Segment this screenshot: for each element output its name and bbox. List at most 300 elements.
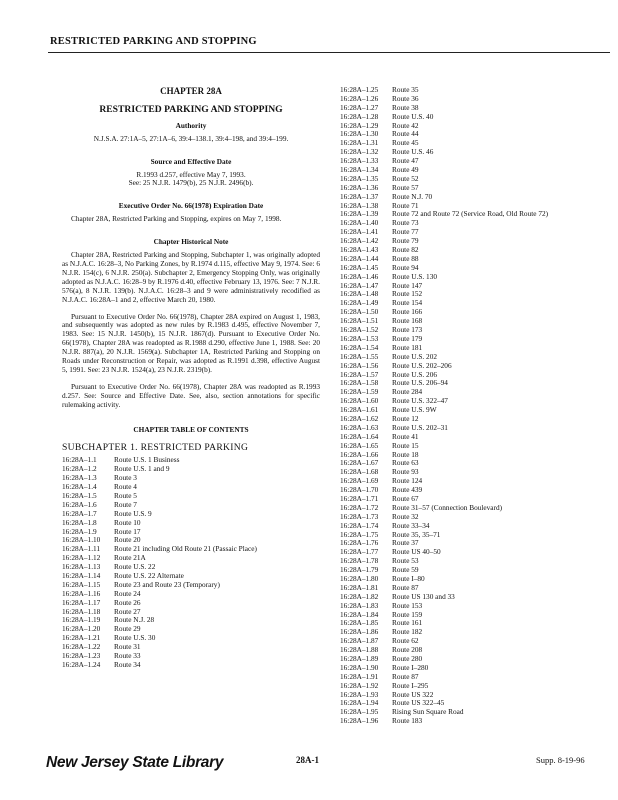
rule-name: Route 26: [114, 597, 141, 607]
toc-rule-row: [340, 255, 610, 264]
toc-rule-row: [340, 451, 610, 460]
rule-name: Route 168: [392, 316, 423, 326]
toc-rule-row: [340, 273, 610, 282]
rule-number: 16:28A–1.15: [62, 579, 101, 589]
rule-number: 16:28A–1.51: [340, 316, 379, 326]
header-rule: [48, 52, 610, 53]
rule-name: Route 36: [392, 93, 419, 103]
toc-rule-row: [62, 643, 320, 652]
chapter-title: RESTRICTED PARKING AND STOPPING: [99, 103, 283, 115]
rule-number: 16:28A–1.26: [340, 93, 379, 103]
toc-rule-row: [340, 175, 610, 184]
toc-rule-row: [340, 539, 610, 548]
toc-rule-row: [340, 228, 610, 237]
toc-rule-row: [340, 353, 610, 362]
rule-number: 16:28A–1.65: [340, 440, 379, 450]
toc-rule-row: [62, 510, 320, 519]
rule-number: 16:28A–1.44: [340, 253, 379, 263]
rule-number: 16:28A–1.53: [340, 333, 379, 343]
rule-name: Route 41: [392, 431, 419, 441]
rule-name: Route 147: [392, 280, 423, 290]
historical-note-paragraph-2: Pursuant to Executive Order No. 66(1978), Chapter 28A expired on August 1, 1983, and subsequently was adopted as new rules by R.1983 d.495, effective November 7, 1983. See: 15 N.J.R. 1450(b), 15 N.J.R. 1867(d). Pursuant to Executive Order No. 66(1978), Chapter 28A was readopted as R.1988 d.290, effective June 1, 1988. See: 20 N.J.R. 887(a), 20 N.J.R. 1569(a). Subchapter 1A, Restricted Parking and Stopping on Roads under Reconstruction or Repair, was adopted as R.1991 d.398, effective August 5, 1991. See: 23 N.J.R. 1524(a), 23 N.J.R. 2319(b).: [62, 311, 320, 374]
toc-rule-row: [340, 504, 610, 513]
toc-rule-row: [340, 646, 610, 655]
toc-rule-row: [340, 673, 610, 682]
rule-name: Route 94: [392, 262, 419, 272]
toc-rule-row: [340, 95, 610, 104]
rule-number: 16:28A–1.70: [340, 485, 379, 495]
toc-rule-row: [340, 442, 610, 451]
toc-rule-row: [340, 513, 610, 522]
rule-name: Route 173: [392, 325, 423, 335]
rule-name: Route 20: [114, 535, 141, 545]
toc-rule-row: [340, 575, 610, 584]
toc-rule-row: [62, 625, 320, 634]
rule-name: Route 62: [392, 636, 419, 646]
rule-name: Route U.S. 1 and 9: [114, 464, 170, 474]
rule-name: Route U.S. 40: [392, 111, 434, 121]
rule-number: 16:28A–1.5: [62, 490, 97, 500]
rule-number: 16:28A–1.13: [62, 562, 101, 572]
rule-number: 16:28A–1.73: [340, 511, 379, 521]
rule-number: 16:28A–1.48: [340, 289, 379, 299]
rule-number: 16:28A–1.84: [340, 609, 379, 619]
rule-name: Route 37: [392, 538, 419, 548]
rule-name: Route US 130 and 33: [392, 591, 455, 601]
toc-rule-row: [62, 608, 320, 617]
rule-name: Route 284: [392, 387, 423, 397]
toc-rule-row: [340, 486, 610, 495]
rule-number: 16:28A–1.63: [340, 422, 379, 432]
toc-rule-row: [340, 637, 610, 646]
rule-number: 16:28A–1.31: [340, 138, 379, 148]
rule-number: 16:28A–1.1: [62, 455, 97, 465]
toc-rule-row: [340, 379, 610, 388]
rule-number: 16:28A–1.78: [340, 556, 379, 566]
toc-rule-row: [340, 166, 610, 175]
authority-text: N.J.S.A. 27:1A–5, 27:1A–6, 39:4–138.1, 39:4–198, and 39:4–199.: [93, 133, 289, 143]
rule-number: 16:28A–1.86: [340, 627, 379, 637]
rule-number: 16:28A–1.89: [340, 654, 379, 663]
rule-name: Route 27: [114, 606, 141, 616]
rule-number: 16:28A–1.29: [340, 120, 379, 130]
rule-name: Route 38: [392, 102, 419, 112]
rule-number: 16:28A–1.21: [62, 633, 101, 643]
rule-number: 16:28A–1.14: [62, 570, 101, 580]
supplement-date: Supp. 8-19-96: [536, 755, 585, 765]
rule-number: 16:28A–1.66: [340, 449, 379, 459]
rule-number: 16:28A–1.50: [340, 307, 379, 317]
rule-number: 16:28A–1.87: [340, 636, 379, 646]
table-of-contents-heading: CHAPTER TABLE OF CONTENTS: [133, 424, 249, 434]
rule-name: Route 93: [392, 467, 419, 477]
rule-name: Route 45: [392, 138, 419, 148]
rule-number: 16:28A–1.38: [340, 200, 379, 210]
toc-rule-row: [62, 652, 320, 661]
toc-rule-row: [340, 397, 610, 406]
rule-name: Route 87: [392, 582, 419, 592]
toc-rule-row: [340, 628, 610, 637]
toc-rule-row: [62, 465, 320, 474]
toc-rule-row: [62, 474, 320, 483]
rule-name: Route 4: [114, 482, 137, 492]
toc-rule-row: [340, 593, 610, 602]
rule-number: 16:28A–1.9: [62, 526, 97, 536]
rule-number: 16:28A–1.61: [340, 405, 379, 415]
rule-name: Route I–80: [392, 573, 425, 583]
rule-name: Route U.S. 1 Business: [114, 455, 180, 465]
rule-name: Route 182: [392, 627, 423, 637]
rule-name: Route 44: [392, 129, 419, 139]
rule-number: 16:28A–1.75: [340, 529, 379, 539]
rule-number: 16:28A–1.91: [340, 671, 379, 681]
rule-name: Route 77: [392, 227, 419, 237]
rule-number: 16:28A–1.40: [340, 218, 379, 228]
toc-rule-row: [340, 664, 610, 673]
rule-name: Route 35, 35–71: [392, 529, 441, 539]
toc-rule-row: [340, 584, 610, 593]
rule-name: Route U.S. 9W: [392, 405, 437, 415]
rule-name: Route U.S. 206: [392, 369, 437, 379]
historical-note-paragraph-3: Pursuant to Executive Order No. 66(1978), Chapter 28A was readopted as R.1993 d.257. See: Source and Effective Date. See, also, section annotations for specific rulemaking activity.: [62, 381, 320, 409]
rule-number: 16:28A–1.28: [340, 111, 379, 121]
toc-rule-row: [340, 371, 610, 380]
rule-number: 16:28A–1.76: [340, 538, 379, 548]
rule-name: Route 3: [114, 473, 137, 483]
rule-name: Route US 322: [392, 689, 434, 699]
rule-name: Route N.J. 28: [114, 615, 155, 625]
toc-rule-row: [340, 210, 610, 219]
rule-number: 16:28A–1.35: [340, 173, 379, 183]
rule-name: Route 208: [392, 645, 423, 655]
toc-rule-row: [340, 691, 610, 700]
toc-rule-row: [340, 335, 610, 344]
toc-rule-row: [62, 456, 320, 465]
rule-number: 16:28A–1.39: [340, 209, 379, 219]
rule-number: 16:28A–1.16: [62, 588, 101, 598]
rule-number: 16:28A–1.6: [62, 499, 97, 509]
rule-name: Route U.S. 9: [114, 508, 152, 518]
toc-rule-row: [340, 619, 610, 628]
toc-rule-row: [340, 264, 610, 273]
rule-number: 16:28A–1.83: [340, 600, 379, 610]
rule-number: 16:28A–1.2: [62, 464, 97, 474]
rule-name: Route 79: [392, 236, 419, 246]
rule-number: 16:28A–1.82: [340, 591, 379, 601]
rule-number: 16:28A–1.36: [340, 182, 379, 192]
rule-name: Route 181: [392, 342, 423, 352]
rule-number: 16:28A–1.12: [62, 553, 101, 563]
rule-name: Route 161: [392, 618, 423, 628]
rule-number: 16:28A–1.8: [62, 517, 97, 527]
rule-name: Route 33–34: [392, 520, 430, 530]
rule-name: Route 179: [392, 333, 423, 343]
toc-rule-row: [340, 193, 610, 202]
rule-number: 16:28A–1.27: [340, 102, 379, 112]
rule-number: 16:28A–1.85: [340, 618, 379, 628]
rule-name: Route 5: [114, 490, 137, 500]
toc-rule-row: [340, 433, 610, 442]
rule-number: 16:28A–1.94: [340, 698, 379, 708]
rule-number: 16:28A–1.34: [340, 165, 379, 175]
toc-rule-row: [62, 590, 320, 599]
rule-name: Route 153: [392, 600, 423, 610]
rule-number: 16:28A–1.58: [340, 378, 379, 388]
toc-rule-row: [340, 717, 610, 726]
toc-rule-row: [340, 459, 610, 468]
rule-name: Route I–280: [392, 662, 429, 672]
rule-number: 16:28A–1.17: [62, 597, 101, 607]
rule-number: 16:28A–1.18: [62, 606, 101, 616]
rule-number: 16:28A–1.80: [340, 573, 379, 583]
rule-number: 16:28A–1.92: [340, 680, 379, 690]
rule-number: 16:28A–1.93: [340, 689, 379, 699]
rule-number: 16:28A–1.25: [340, 85, 379, 94]
rule-number: 16:28A–1.47: [340, 280, 379, 290]
rule-number: 16:28A–1.79: [340, 565, 379, 575]
rule-number: 16:28A–1.71: [340, 493, 379, 503]
rule-name: Route U.S. 206–94: [392, 378, 448, 388]
rule-name: Route 21A: [114, 553, 146, 563]
rule-name: Route U.S. 202–206: [392, 360, 452, 370]
toc-rule-row: [62, 599, 320, 608]
rule-number: 16:28A–1.7: [62, 508, 97, 518]
rule-name: Route US 40–50: [392, 547, 441, 557]
toc-rule-row: [340, 531, 610, 540]
toc-rule-row: [340, 424, 610, 433]
rule-name: Route US 322–45: [392, 698, 445, 708]
subchapter-heading: SUBCHAPTER 1. RESTRICTED PARKING: [62, 442, 249, 454]
right-column: [340, 86, 610, 726]
toc-rule-row: [340, 557, 610, 566]
rule-name: Route 67: [392, 493, 419, 503]
rule-number: 16:28A–1.19: [62, 615, 101, 625]
toc-rule-row: [62, 581, 320, 590]
rule-name: Route 24: [114, 588, 141, 598]
rule-number: 16:28A–1.77: [340, 547, 379, 557]
rule-number: 16:28A–1.81: [340, 582, 379, 592]
toc-rule-row: [340, 290, 610, 299]
rule-name: Route I–295: [392, 680, 429, 690]
rule-number: 16:28A–1.55: [340, 351, 379, 361]
rule-number: 16:28A–1.56: [340, 360, 379, 370]
toc-rule-row: [340, 602, 610, 611]
rule-name: Route 31–57 (Connection Boulevard): [392, 502, 503, 512]
historical-note-heading: Chapter Historical Note: [153, 237, 229, 247]
toc-rule-row: [340, 415, 610, 424]
rule-name: Route 280: [392, 654, 423, 663]
rule-name: Route 12: [392, 413, 419, 423]
rule-number: 16:28A–1.60: [340, 396, 379, 406]
toc-rule-row: [340, 86, 610, 95]
toc-rule-row: [340, 406, 610, 415]
rule-number: 16:28A–1.11: [62, 544, 101, 554]
rule-number: 16:28A–1.59: [340, 387, 379, 397]
rule-name: Route 31: [114, 642, 141, 652]
rule-name: Route 52: [392, 173, 419, 183]
toc-rule-row: [340, 317, 610, 326]
toc-rule-row: [62, 634, 320, 643]
toc-rule-row: [340, 246, 610, 255]
toc-rule-row: [62, 519, 320, 528]
toc-rule-row: [340, 237, 610, 246]
rule-number: 16:28A–1.90: [340, 662, 379, 672]
rule-number: 16:28A–1.69: [340, 476, 379, 486]
toc-rule-row: [340, 699, 610, 708]
historical-note-paragraph-1: Chapter 28A, Restricted Parking and Stopping, Subchapter 1, was originally adopted as N.J.A.C. 16:28–3, No Parking Zones, by R.1974 d.115, effective May 9, 1974. See: 6 N.J.R. 154(c), 6 N.J.R. 250(a). Subchapter 2, Emergency Stopping Only, was originally adopted as N.J.A.C. 16:28–9 by R.1976 d.40, effective February 13, 1976. See: 7 N.J.R. 576(a), 8 N.J.R. 139(b). N.J.A.C. 16:28–3 and 9 were administratively recodified as N.J.A.C. 16:28A–1 and 2, effective March 20, 1980.: [62, 250, 320, 304]
rule-name: Route U.S. 22: [114, 562, 156, 572]
toc-rule-row: [340, 468, 610, 477]
rule-number: 16:28A–1.57: [340, 369, 379, 379]
rule-name: Route U.S. 46: [392, 147, 434, 157]
rule-number: 16:28A–1.68: [340, 467, 379, 477]
rule-name: Route 21 including Old Route 21 (Passaic Place): [114, 544, 257, 554]
rule-number: 16:28A–1.23: [62, 650, 101, 660]
rule-number: 16:28A–1.54: [340, 342, 379, 352]
rule-number: 16:28A–1.33: [340, 156, 379, 166]
rule-number: 16:28A–1.42: [340, 236, 379, 246]
rule-number: 16:28A–1.96: [340, 716, 379, 726]
toc-rule-row: [340, 184, 610, 193]
page-number: 28A-1: [296, 755, 319, 765]
rule-name: Route 71: [392, 200, 419, 210]
rule-name: Route 15: [392, 440, 419, 450]
toc-rule-row: [340, 130, 610, 139]
rule-number: 16:28A–1.95: [340, 707, 379, 717]
toc-rule-row: [340, 104, 610, 113]
toc-rule-row: [62, 661, 320, 670]
rule-number: 16:28A–1.30: [340, 129, 379, 139]
toc-rule-row: [340, 362, 610, 371]
left-column: [62, 86, 320, 670]
rule-name: Route 82: [392, 245, 419, 255]
left-rule-list: [62, 456, 320, 669]
rule-name: Route 87: [392, 671, 419, 681]
toc-rule-row: [340, 477, 610, 486]
toc-rule-row: [340, 344, 610, 353]
rule-name: Route U.S. 202–31: [392, 422, 448, 432]
toc-rule-row: [340, 148, 610, 157]
toc-rule-row: [340, 655, 610, 664]
toc-rule-row: [62, 554, 320, 563]
rule-name: Route 59: [392, 565, 419, 575]
rule-name: Route 32: [392, 511, 419, 521]
rule-number: 16:28A–1.46: [340, 271, 379, 281]
chapter-number: CHAPTER 28A: [160, 86, 222, 96]
toc-rule-row: [62, 616, 320, 625]
rule-name: Route 63: [392, 458, 419, 468]
rule-name: Route 10: [114, 517, 141, 527]
rule-name: Route 73: [392, 218, 419, 228]
source-line-1: R.1993 d.257, effective May 7, 1993.: [136, 169, 246, 179]
rule-name: Route 88: [392, 253, 419, 263]
rule-name: Route 49: [392, 165, 419, 175]
rule-name: Route 23 and Route 23 (Temporary): [114, 579, 220, 589]
toc-rule-row: [62, 528, 320, 537]
rule-name: Route 35: [392, 85, 419, 94]
rule-number: 16:28A–1.32: [340, 147, 379, 157]
running-head: RESTRICTED PARKING AND STOPPING: [50, 36, 257, 47]
rule-number: 16:28A–1.67: [340, 458, 379, 468]
rule-number: 16:28A–1.22: [62, 642, 101, 652]
source-line-2: See: 25 N.J.R. 1479(b), 25 N.J.R. 2496(b).: [128, 178, 254, 188]
rule-name: Route 159: [392, 609, 423, 619]
rule-name: Route U.S. 30: [114, 633, 156, 643]
rule-number: 16:28A–1.52: [340, 325, 379, 335]
rule-number: 16:28A–1.64: [340, 431, 379, 441]
expiration-heading: Executive Order No. 66(1978) Expiration Date: [118, 201, 264, 211]
rule-name: Route 154: [392, 298, 423, 308]
toc-rule-row: [340, 299, 610, 308]
rule-number: 16:28A–1.20: [62, 624, 101, 634]
rule-name: Route U.S. 202: [392, 351, 437, 361]
rule-name: Route 124: [392, 476, 423, 486]
authority-heading: Authority: [175, 120, 207, 130]
rule-name: Route 33: [114, 650, 141, 660]
rule-name: Route 17: [114, 526, 141, 536]
toc-rule-row: [340, 566, 610, 575]
rule-number: 16:28A–1.72: [340, 502, 379, 512]
rule-number: 16:28A–1.37: [340, 191, 379, 201]
rule-number: 16:28A–1.45: [340, 262, 379, 272]
toc-rule-row: [340, 139, 610, 148]
rule-number: 16:28A–1.3: [62, 473, 97, 483]
rule-name: Route 18: [392, 449, 419, 459]
rule-name: Route N.J. 70: [392, 191, 433, 201]
toc-rule-row: [340, 122, 610, 131]
rule-name: Route U.S. 322–47: [392, 396, 448, 406]
toc-rule-row: [62, 492, 320, 501]
toc-rule-row: [340, 326, 610, 335]
rule-name: Route 53: [392, 556, 419, 566]
toc-rule-row: [340, 308, 610, 317]
toc-rule-row: [62, 501, 320, 510]
toc-rule-row: [340, 611, 610, 620]
toc-rule-row: [340, 113, 610, 122]
rule-name: Route 57: [392, 182, 419, 192]
rule-name: Route 47: [392, 156, 419, 166]
toc-rule-row: [62, 483, 320, 492]
rule-name: Route 29: [114, 624, 141, 634]
rule-name: Route 34: [114, 659, 141, 669]
source-heading: Source and Effective Date: [150, 156, 232, 166]
rule-number: 16:28A–1.4: [62, 482, 97, 492]
toc-rule-row: [340, 219, 610, 228]
rule-name: Rising Sun Square Road: [392, 707, 464, 717]
toc-rule-row: [340, 548, 610, 557]
toc-rule-row: [340, 708, 610, 717]
rule-number: 16:28A–1.74: [340, 520, 379, 530]
rule-name: Route 439: [392, 485, 423, 495]
rule-number: 16:28A–1.41: [340, 227, 379, 237]
library-stamp: New Jersey State Library: [46, 754, 224, 771]
rule-name: Route 183: [392, 716, 423, 726]
toc-rule-row: [340, 682, 610, 691]
rule-number: 16:28A–1.10: [62, 535, 101, 545]
toc-rule-row: [340, 388, 610, 397]
rule-number: 16:28A–1.24: [62, 659, 101, 669]
rule-number: 16:28A–1.88: [340, 645, 379, 655]
rule-name: Route U.S. 130: [392, 271, 437, 281]
rule-number: 16:28A–1.49: [340, 298, 379, 308]
expiration-text: Chapter 28A, Restricted Parking and Stopping, expires on May 7, 1998.: [71, 214, 282, 224]
toc-rule-row: [340, 282, 610, 291]
toc-rule-row: [340, 157, 610, 166]
rule-name: Route U.S. 22 Alternate: [114, 570, 184, 580]
right-rule-list: [340, 86, 610, 726]
rule-name: Route 152: [392, 289, 423, 299]
rule-name: Route 72 and Route 72 (Service Road, Old Route 72): [392, 209, 549, 219]
